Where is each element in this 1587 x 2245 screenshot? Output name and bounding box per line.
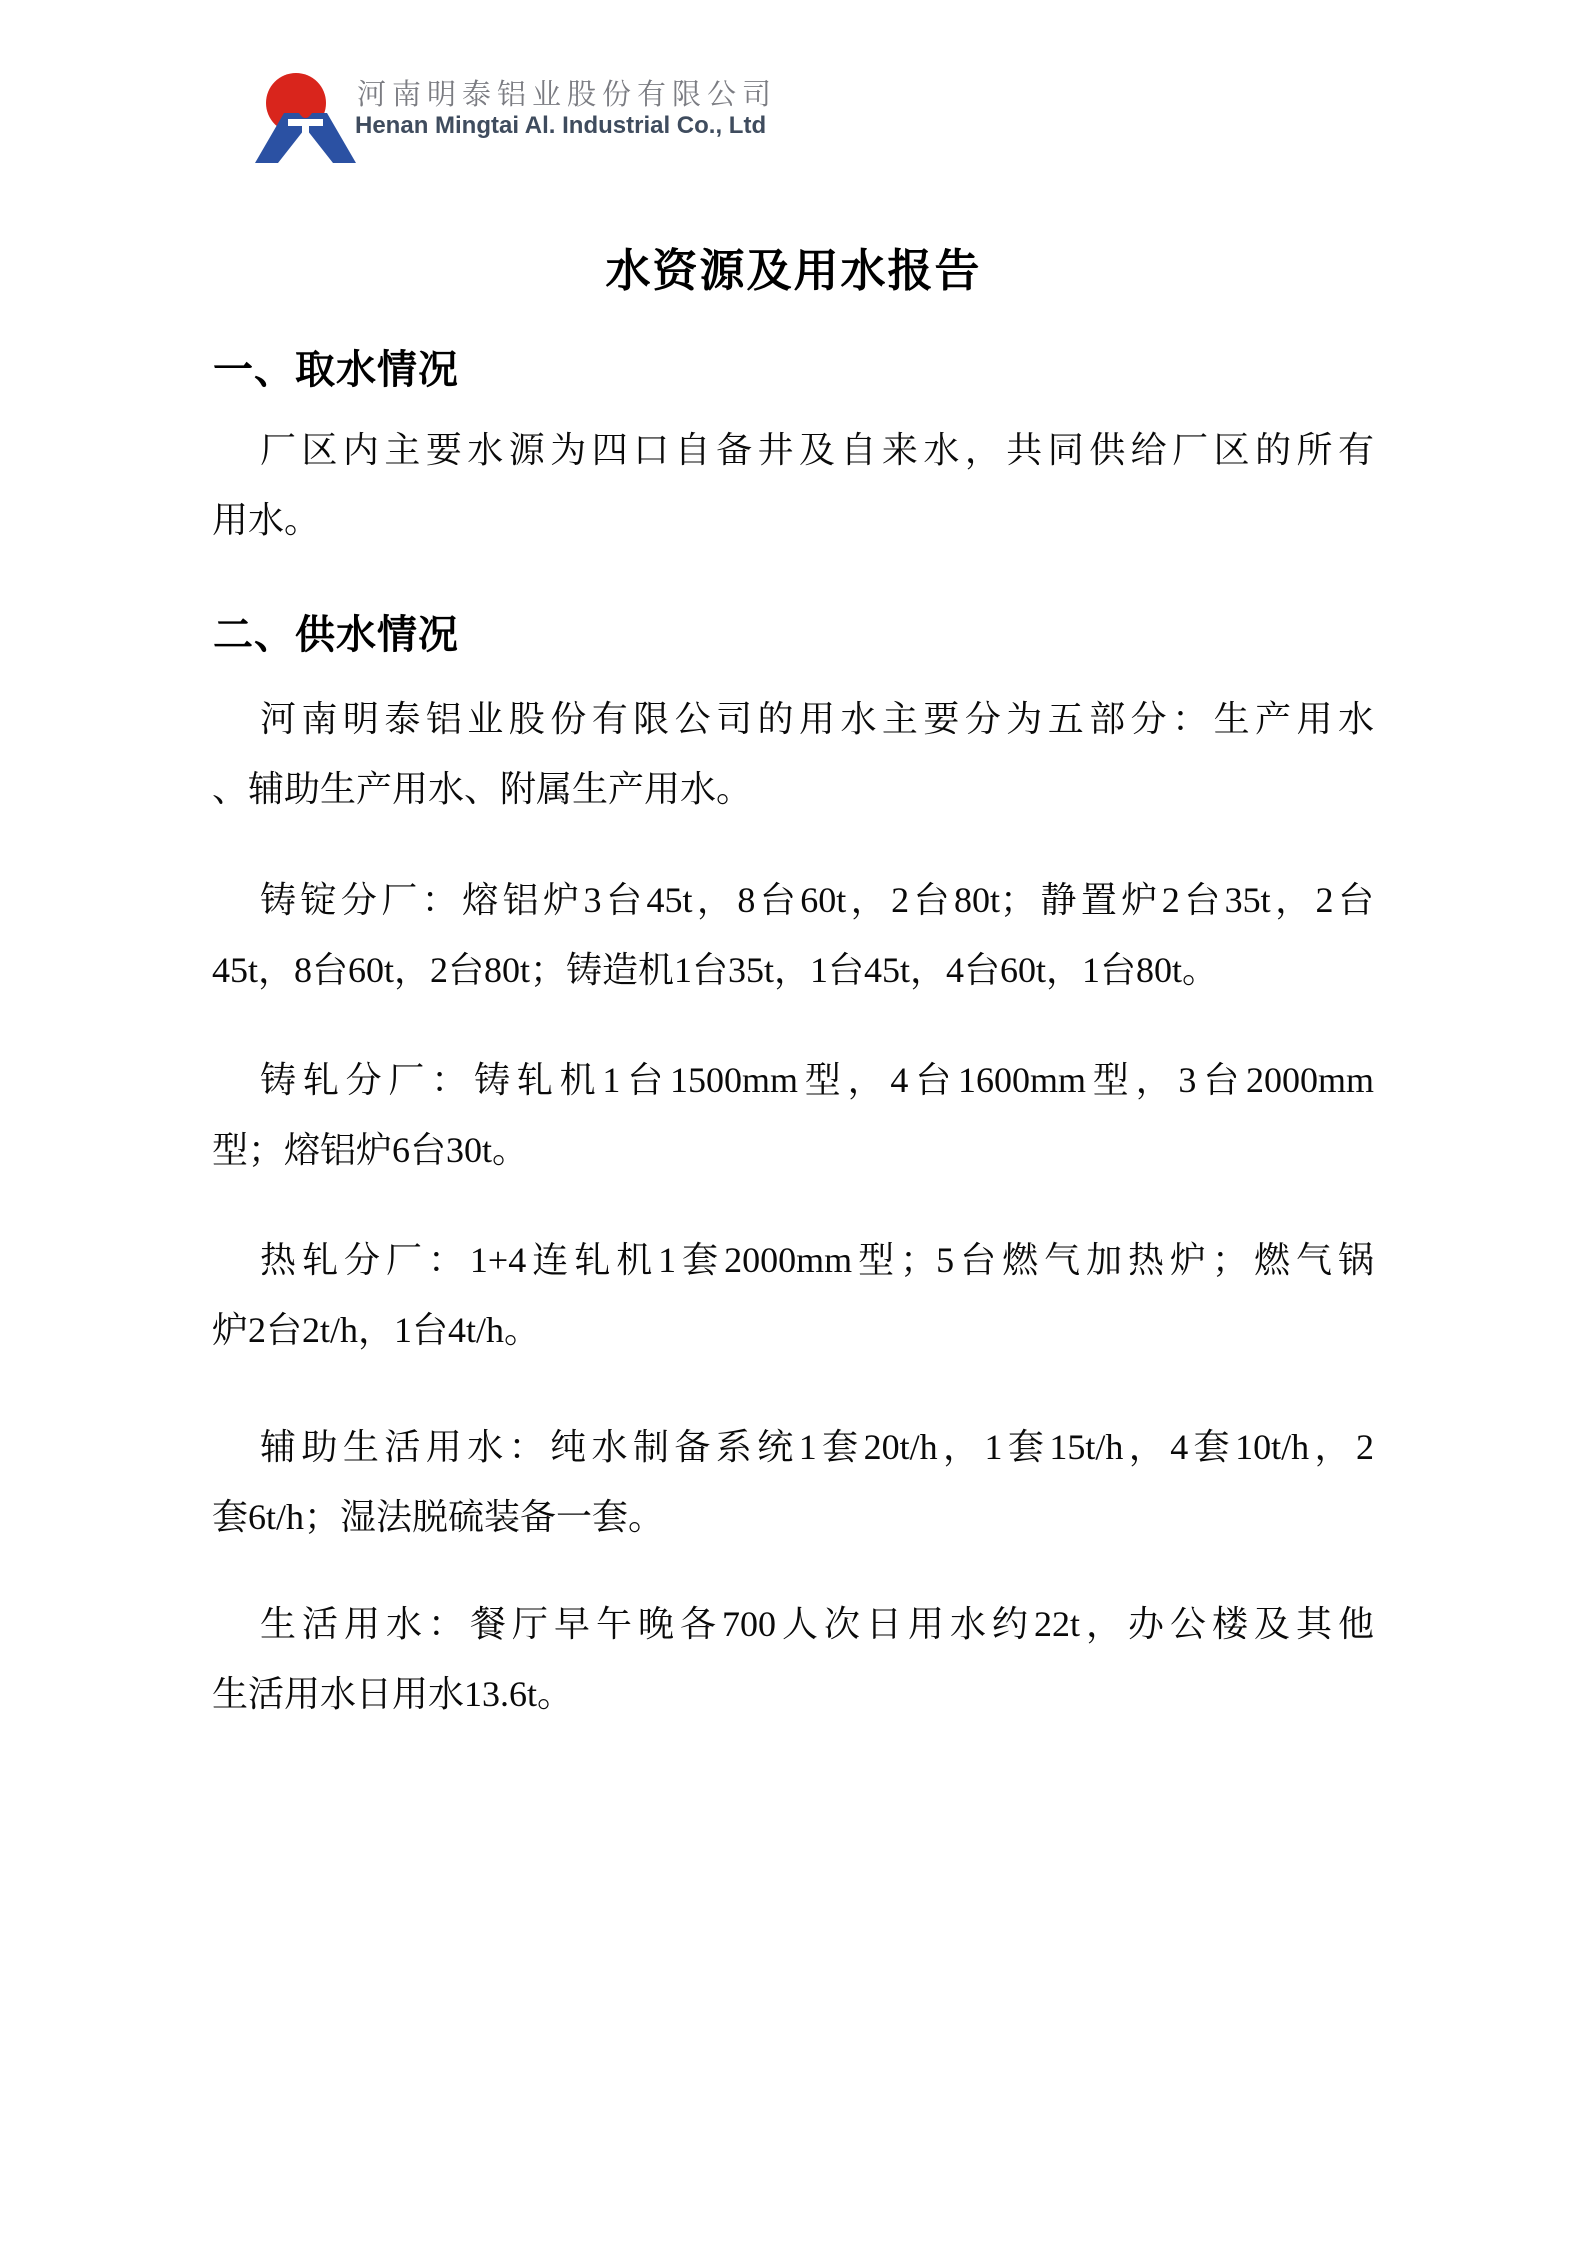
paragraph-line: 用水。 [212,500,321,540]
paragraph-domestic-water [212,1589,1374,1729]
paragraph-line: 辅助生活用水：纯水制备系统1套20t/h，1套15t/h，4套10t/h，2 [260,1427,1374,1467]
paragraph-line: 生活用水：餐厅早午晚各700人次日用水约22t，办公楼及其他 [260,1604,1374,1644]
paragraph-line: 铸轧分厂：铸轧机1台1500mm型，4台1600mm型，3台2000mm [260,1060,1374,1100]
paragraph-water-intake [212,415,1374,555]
paragraph-line: 热轧分厂：1+4连轧机1套2000mm型；5台燃气加热炉；燃气锅 [260,1240,1374,1280]
paragraph-ingot-casting-branch [212,865,1374,1005]
paragraph-line: 、辅助生产用水、附属生产用水。 [212,769,753,809]
section-heading-water-intake: 一、取水情况 [213,348,459,392]
company-logo-icon [255,72,356,165]
paragraph-line: 炉2台2t/h，1台4t/h。 [212,1310,541,1350]
paragraph-line: 45t，8台60t，2台80t；铸造机1台35t，1台45t，4台60t，1台80t。 [212,950,1219,990]
paragraph-line: 套6t/h；湿法脱硫装备一套。 [212,1497,665,1537]
paragraph-line: 铸锭分厂：熔铝炉3台45t，8台60t，2台80t；静置炉2台35t，2台 [260,880,1374,920]
paragraph-line: 生活用水日用水13.6t。 [212,1674,574,1714]
paragraph-line: 河南明泰铝业股份有限公司的用水主要分为五部分：生产用水 [260,699,1374,739]
paragraph-cast-rolling-branch [212,1045,1374,1185]
paragraph-hot-rolling-branch [212,1225,1374,1365]
document-title: 水资源及用水报告 [605,246,982,296]
section-heading-water-supply: 二、供水情况 [213,613,459,657]
company-name-english: Henan Mingtai Al. Industrial Co., Ltd [355,112,767,139]
company-name-chinese: 河南明泰铝业股份有限公司 [357,79,778,111]
paragraph-auxiliary-domestic-water [212,1412,1374,1552]
paragraph-water-supply-overview [212,684,1374,824]
paragraph-line: 型；熔铝炉6台30t。 [212,1130,529,1170]
paragraph-line: 厂区内主要水源为四口自备井及自来水，共同供给厂区的所有 [260,430,1374,470]
